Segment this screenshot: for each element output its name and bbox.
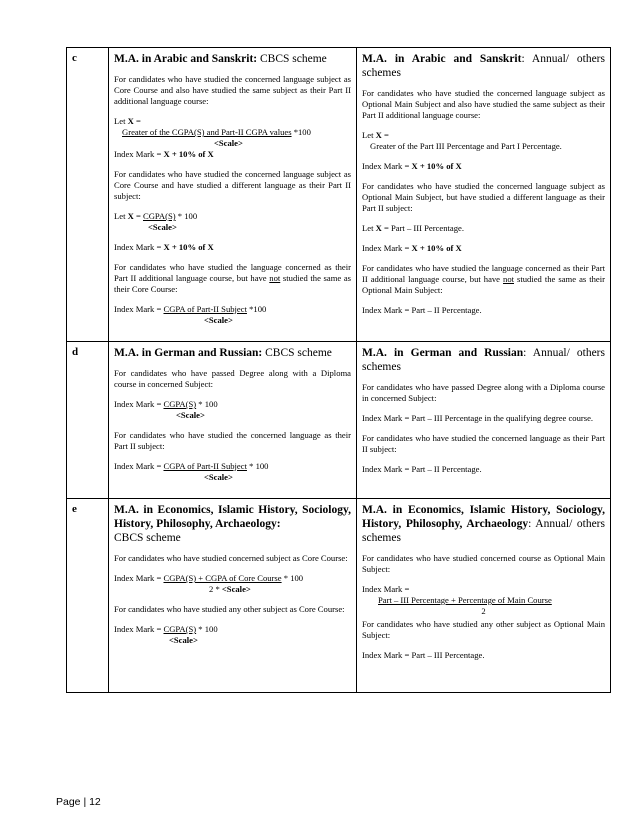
- row-label: d: [67, 342, 109, 499]
- condition-text: For candidates who have studied the language concerned as their Part II additional language course, but have not studied the same as their Optional Main Subject:: [362, 263, 605, 295]
- index-mark-formula: Index Mark = X + 10% of X: [362, 243, 462, 253]
- cell-heading: M.A. in Economics, Islamic History, Sociology, History, Philosophy, Archaeology: CBCS scheme: [114, 504, 351, 544]
- cell-heading: M.A. in German and Russian: CBCS scheme: [114, 347, 332, 359]
- cell-heading: M.A. in Arabic and Sanskrit: CBCS scheme: [114, 53, 327, 65]
- index-mark-table: [66, 47, 611, 693]
- index-mark-formula: Index Mark = Part – III Percentage + Percentage of Main Course 2: [362, 584, 552, 616]
- formula-let: Let X = Greater of the Part III Percentage and Part I Percentage.: [362, 130, 562, 151]
- index-mark-formula: Index Mark = CGPA(S) * 100 <Scale>: [114, 624, 218, 645]
- condition-text: For candidates who have studied any other subject as Core Course:: [114, 604, 345, 614]
- cell-heading: M.A. in German and Russian: Annual/ others schemes: [362, 347, 605, 373]
- condition-text: For candidates who have studied the concerned language subject as Core Course and have studied a different language as their Part II subject:: [114, 169, 351, 201]
- cbcs-cell: [109, 48, 357, 342]
- index-mark-formula: Index Mark = Part – II Percentage.: [362, 464, 482, 474]
- annual-cell: [357, 342, 611, 499]
- condition-text: For candidates who have passed Degree along with a Diploma course in concerned Subject:: [114, 368, 351, 389]
- cbcs-cell: [109, 342, 357, 499]
- annual-cell: [357, 48, 611, 342]
- row-label: e: [67, 499, 109, 693]
- condition-text: For candidates who have studied the concerned language subject as Optional Main Subject and also have studied the same subject as their Part II additional language course:: [362, 88, 605, 120]
- cbcs-cell: [109, 499, 357, 693]
- condition-text: For candidates who have studied the concerned language as their Part II subject:: [114, 430, 351, 451]
- condition-text: For candidates who have passed Degree along with a Diploma course in concerned Subject:: [362, 382, 605, 403]
- index-mark-formula: Index Mark = Part – II Percentage.: [362, 305, 482, 315]
- index-mark-formula: Index Mark = Part – III Percentage in the qualifying degree course.: [362, 413, 594, 423]
- formula-let: Let X = Greater of the CGPA(S) and Part-II CGPA values *100 <Scale> Index Mark = X + 10% of X: [114, 116, 311, 159]
- index-mark-formula: Index Mark = CGPA of Part-II Subject *100 <Scale>: [114, 304, 267, 325]
- index-mark-formula: Index Mark = X + 10% of X: [114, 242, 214, 252]
- index-mark-formula: Index Mark = CGPA(S) + CGPA of Core Course * 100 2 * <Scale>: [114, 573, 304, 594]
- annual-cell: [357, 499, 611, 693]
- condition-text: For candidates who have studied concerned subject as Core Course:: [114, 553, 348, 563]
- index-mark-formula: Index Mark = CGPA of Part-II Subject * 100 <Scale>: [114, 461, 269, 482]
- cell-heading: M.A. in Arabic and Sanskrit: Annual/ others schemes: [362, 53, 605, 79]
- table-row: [67, 48, 611, 342]
- condition-text: For candidates who have studied the concerned language as their Part II subject:: [362, 433, 605, 454]
- table-row: [67, 342, 611, 499]
- index-mark-formula: Index Mark = Part – III Percentage.: [362, 650, 485, 660]
- page-number: Page | 12: [56, 796, 101, 808]
- condition-text: For candidates who have studied concerned course as Optional Main Subject:: [362, 553, 605, 574]
- index-mark-formula: Index Mark = CGPA(S) * 100 <Scale>: [114, 399, 218, 420]
- condition-text: For candidates who have studied the concerned language subject as Core Course and also have studied the same subject as their Part II additional language course:: [114, 74, 351, 106]
- condition-text: For candidates who have studied the concerned language subject as Optional Main Subject, but have studied a different language as their Part II subject:: [362, 181, 605, 213]
- formula-let: Let X = Part – III Percentage.: [362, 223, 464, 233]
- table-row: [67, 499, 611, 693]
- cell-heading: M.A. in Economics, Islamic History, Sociology, History, Philosophy, Archaeology: Annual/ others schemes: [362, 504, 605, 544]
- index-mark-formula: Index Mark = X + 10% of X: [362, 161, 462, 171]
- formula-let: Let X = CGPA(S) * 100 <Scale>: [114, 211, 198, 232]
- condition-text: For candidates who have studied any other subject as Optional Main Subject:: [362, 619, 605, 640]
- row-label: c: [67, 48, 109, 342]
- condition-text: For candidates who have studied the language concerned as their Part II additional language course, but have not studied the same as their Core Course:: [114, 262, 351, 294]
